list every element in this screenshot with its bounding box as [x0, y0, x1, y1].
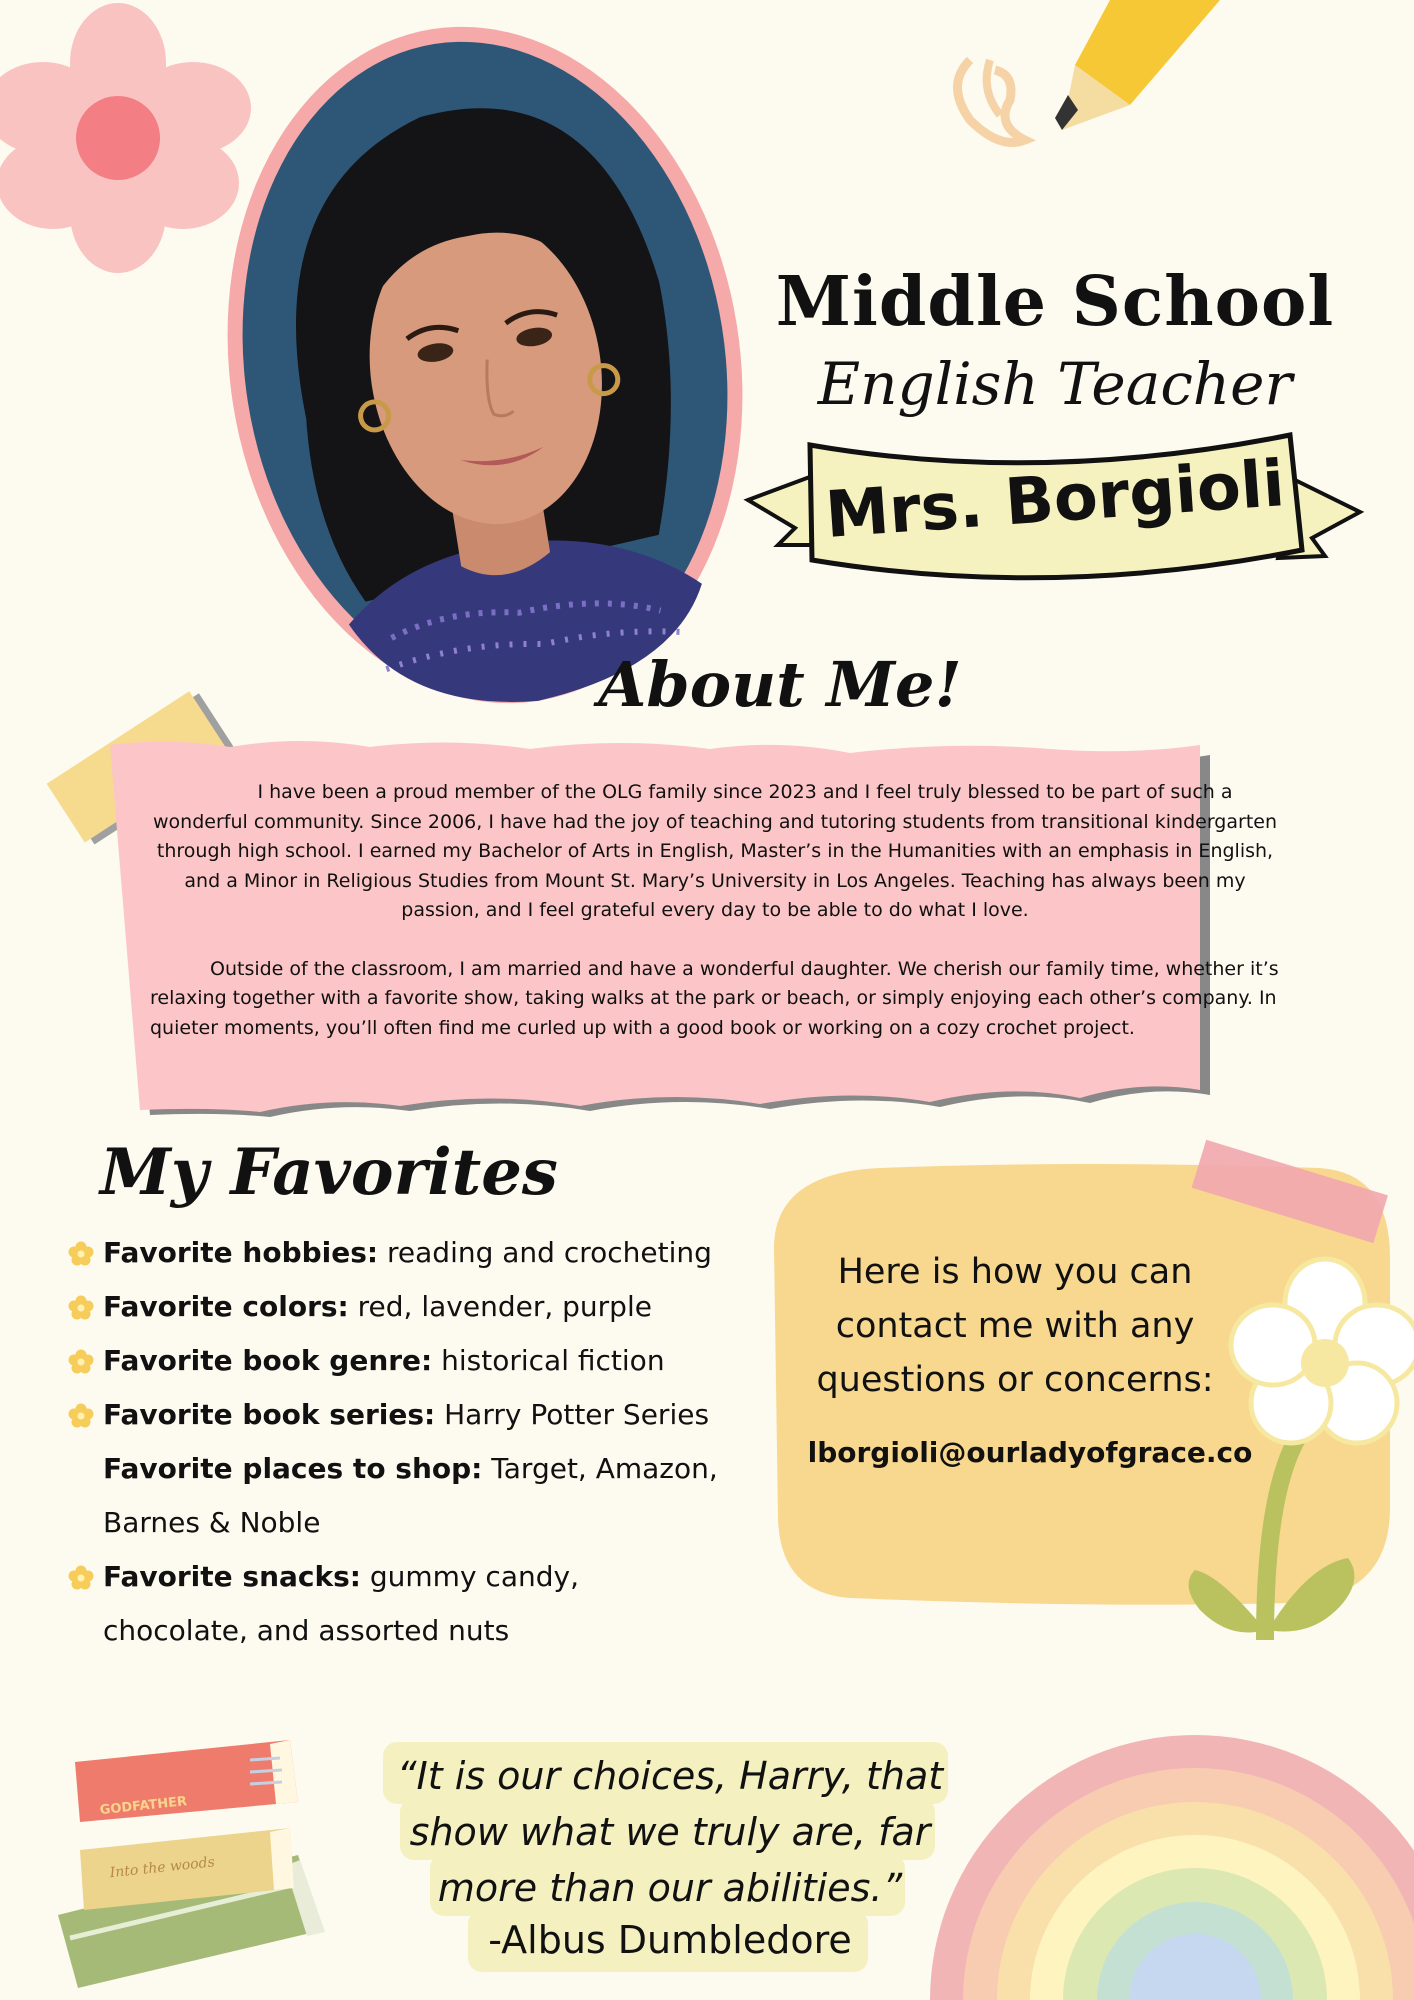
about-paragraph-2: Outside of the classroom, I am married and have a wonderful daughter. We cherish our family time, whether it’s relaxing together with a favorite show, taking walks at the park or beach, or simply enjoying each other’s company. In quieter moments, you’ll often find me curled up with a good book or working on a cozy crochet project.: [150, 957, 1279, 1039]
favorite-value: Harry Potter Series: [435, 1398, 710, 1431]
favorite-label: Favorite places to shop:: [103, 1452, 483, 1485]
favorite-label: Favorite hobbies:: [103, 1236, 379, 1269]
book-title-top: GODFATHER: [99, 1794, 188, 1819]
pink-flower-icon: [0, 3, 251, 273]
favorite-label: Favorite snacks:: [103, 1560, 361, 1593]
list-item: [68, 1550, 728, 1658]
favorites-heading: My Favorites: [100, 1135, 558, 1210]
contact-text: Here is how you can contact me with any questions or concerns:: [816, 1252, 1214, 1400]
contact-email[interactable]: lborgioli@ourladyofgrace.co: [807, 1436, 1253, 1469]
teacher-photo: [180, 0, 790, 741]
flower-bullet-icon: [68, 1241, 94, 1267]
favorite-label: Favorite colors:: [103, 1290, 349, 1323]
list-item: [68, 1280, 728, 1334]
flower-bullet-icon: [68, 1295, 94, 1321]
rainbow-icon: [930, 1735, 1414, 2000]
favorite-value: reading and crocheting: [378, 1236, 712, 1269]
favorite-value: red, lavender, purple: [348, 1290, 652, 1323]
favorite-value: gummy candy, chocolate, and assorted nuts: [103, 1560, 579, 1647]
teacher-name: Mrs. Borgioli: [823, 447, 1287, 553]
list-item: [68, 1388, 728, 1442]
list-item: [68, 1334, 728, 1388]
about-text: [150, 778, 1280, 1072]
quote-text: “It is our choices, Harry, that show what we truly are, far more than our abilities.”: [396, 1754, 944, 1910]
about-heading: About Me!: [598, 648, 962, 721]
favorite-label: Favorite book genre:: [103, 1344, 433, 1377]
title-line1: Middle School: [775, 262, 1335, 342]
list-item: [68, 1226, 728, 1280]
favorites-list: [68, 1226, 728, 1658]
book-title-middle: Into the woods: [109, 1854, 216, 1882]
flower-bullet-icon: [68, 1403, 94, 1429]
list-item: [68, 1442, 728, 1550]
flower-bullet-icon: [68, 1565, 94, 1591]
pencil-icon: [958, 0, 1221, 143]
title-line2: English Teacher: [817, 350, 1293, 418]
books-icon: [58, 1740, 325, 1988]
favorite-value: Target, Amazon, Barnes & Noble: [103, 1452, 718, 1539]
quote-author: -Albus Dumbledore: [488, 1918, 852, 1962]
about-paragraph-1: I have been a proud member of the OLG family since 2023 and I feel truly blessed to be part of such a wonderful community. Since 2006, I have had the joy of teaching and tutoring students from transitional kindergarten through high school. I earned my Bachelor of Arts in English, Master’s in the Humanities with an emphasis in English, and a Minor in Religious Studies from Mount St. Mary’s University in Los Angeles. Teaching has always been my passion, and I feel grateful every day to be able to do what I love.: [153, 781, 1277, 921]
favorite-label: Favorite book series:: [103, 1398, 436, 1431]
favorite-value: historical fiction: [432, 1344, 665, 1377]
flower-bullet-icon: [68, 1349, 94, 1375]
